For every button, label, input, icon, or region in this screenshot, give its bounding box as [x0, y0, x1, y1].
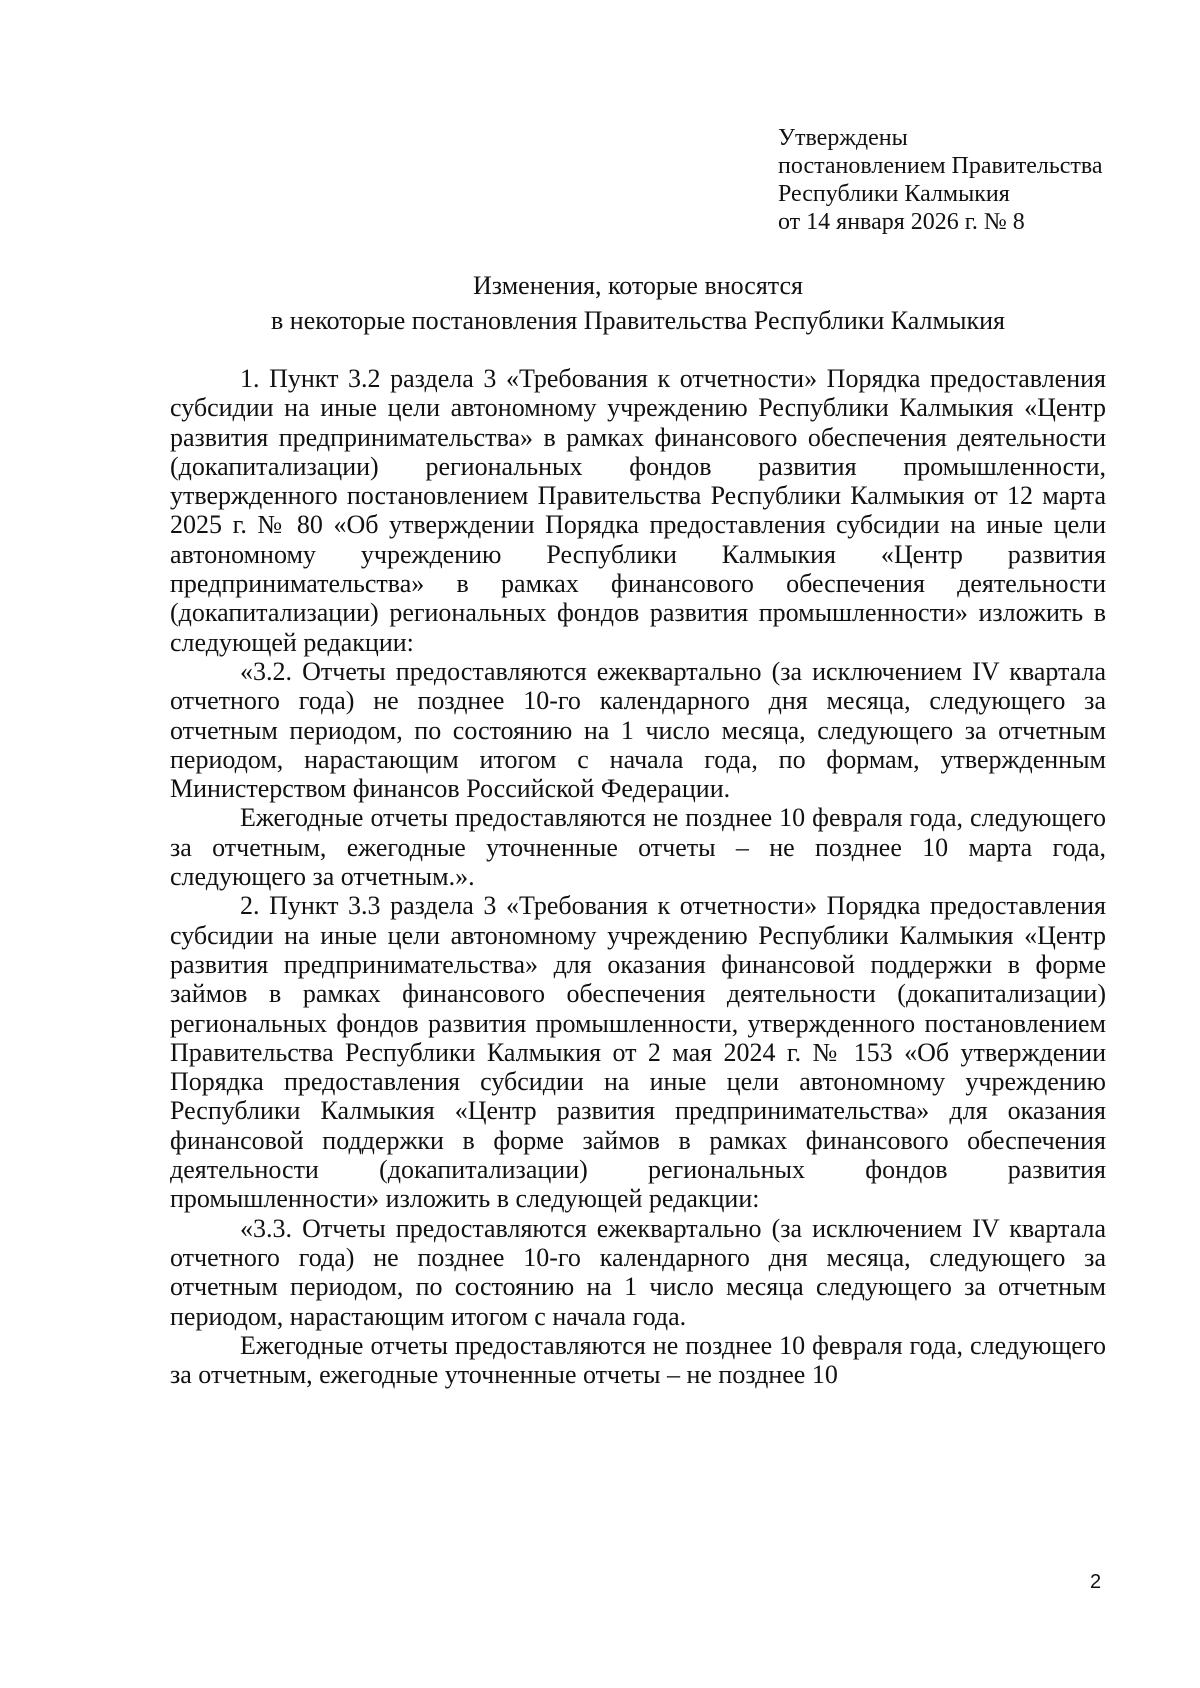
paragraph-annual-reports: Ежегодные отчеты предоставляются не позднее 10 февраля года, следующего за отчетным, ежегодные уточненные отчеты – не позднее 10: [170, 1330, 1106, 1390]
approval-date-line: от 14 января 2026 г. № 8: [778, 209, 1025, 235]
paragraph-item-1: 1. Пункт 3.2 раздела 3 «Требования к отчетности» Порядка предоставления субсидии на иные цели автономному учреждению Республики Калмыкия «Центр развития предпринимательства» в рамках финансового обеспечения деятельности (докапитализации) региональных фондов развития промышленности, утвержденного постановлением Правительства Республики Калмыкия от 12 марта 2025 г. № 80 «Об утверждении Порядка предоставления субсидии на иные цели автономному учреждению Республики Калмыкия «Центр развития предпринимательства» в рамках финансового обеспечения деятельности (докапитализации) региональных фондов развития промышленности» изложить в следующей редакции:: [170, 364, 1106, 657]
approval-line: постановлением Правительства: [778, 153, 1103, 179]
document-body: [170, 364, 1106, 1389]
paragraph-quote-3-3: «3.3. Отчеты предоставляются ежеквартально (за исключением IV квартала отчетного года) не позднее 10-го календарного дня месяца, следующего за отчетным периодом, по состоянию на 1 число месяца следующего за отчетным периодом, нарастающим итогом с начала года.: [170, 1213, 1106, 1331]
paragraph-quote-3-2: «3.2. Отчеты предоставляются ежеквартально (за исключением IV квартала отчетного года) не позднее 10-го календарного дня месяца, следующего за отчетным периодом, по состоянию на 1 число месяца, следующего за отчетным периодом, нарастающим итогом с начала года, по формам, утвержденным Министерством финансов Российской Федерации.: [170, 656, 1106, 804]
paragraph-item-2: 2. Пункт 3.3 раздела 3 «Требования к отчетности» Порядка предоставления субсидии на иные цели автономному учреждению Республики Калмыкия «Центр развития предпринимательства» для оказания финансовой поддержки в форме займов в рамках финансового обеспечения деятельности (докапитализации) региональных фондов развития промышленности, утвержденного постановлением Правительства Республики Калмыкия от 2 мая 2024 г. № 153 «Об утверждении Порядка предоставления субсидии на иные цели автономному учреждению Республики Калмыкия «Центр развития предпринимательства» для оказания финансовой поддержки в форме займов в рамках финансового обеспечения деятельности (докапитализации) региональных фондов развития промышленности» изложить в следующей редакции:: [170, 891, 1106, 1214]
approval-stamp-block: [778, 124, 1158, 236]
title-line: Изменения, которые вносятся: [473, 271, 803, 300]
approval-line: Утверждены: [778, 125, 908, 151]
approval-line: Республики Калмыкия: [778, 181, 1010, 207]
document-title: [170, 268, 1106, 338]
title-line: в некоторые постановления Правительства Республики Калмыкия: [271, 306, 1005, 335]
page-number: 2: [1090, 1571, 1102, 1593]
paragraph-annual-reports: Ежегодные отчеты предоставляются не позднее 10 февраля года, следующего за отчетным, ежегодные уточненные отчеты – не позднее 10 марта года, следующего за отчетным.».: [170, 803, 1106, 892]
